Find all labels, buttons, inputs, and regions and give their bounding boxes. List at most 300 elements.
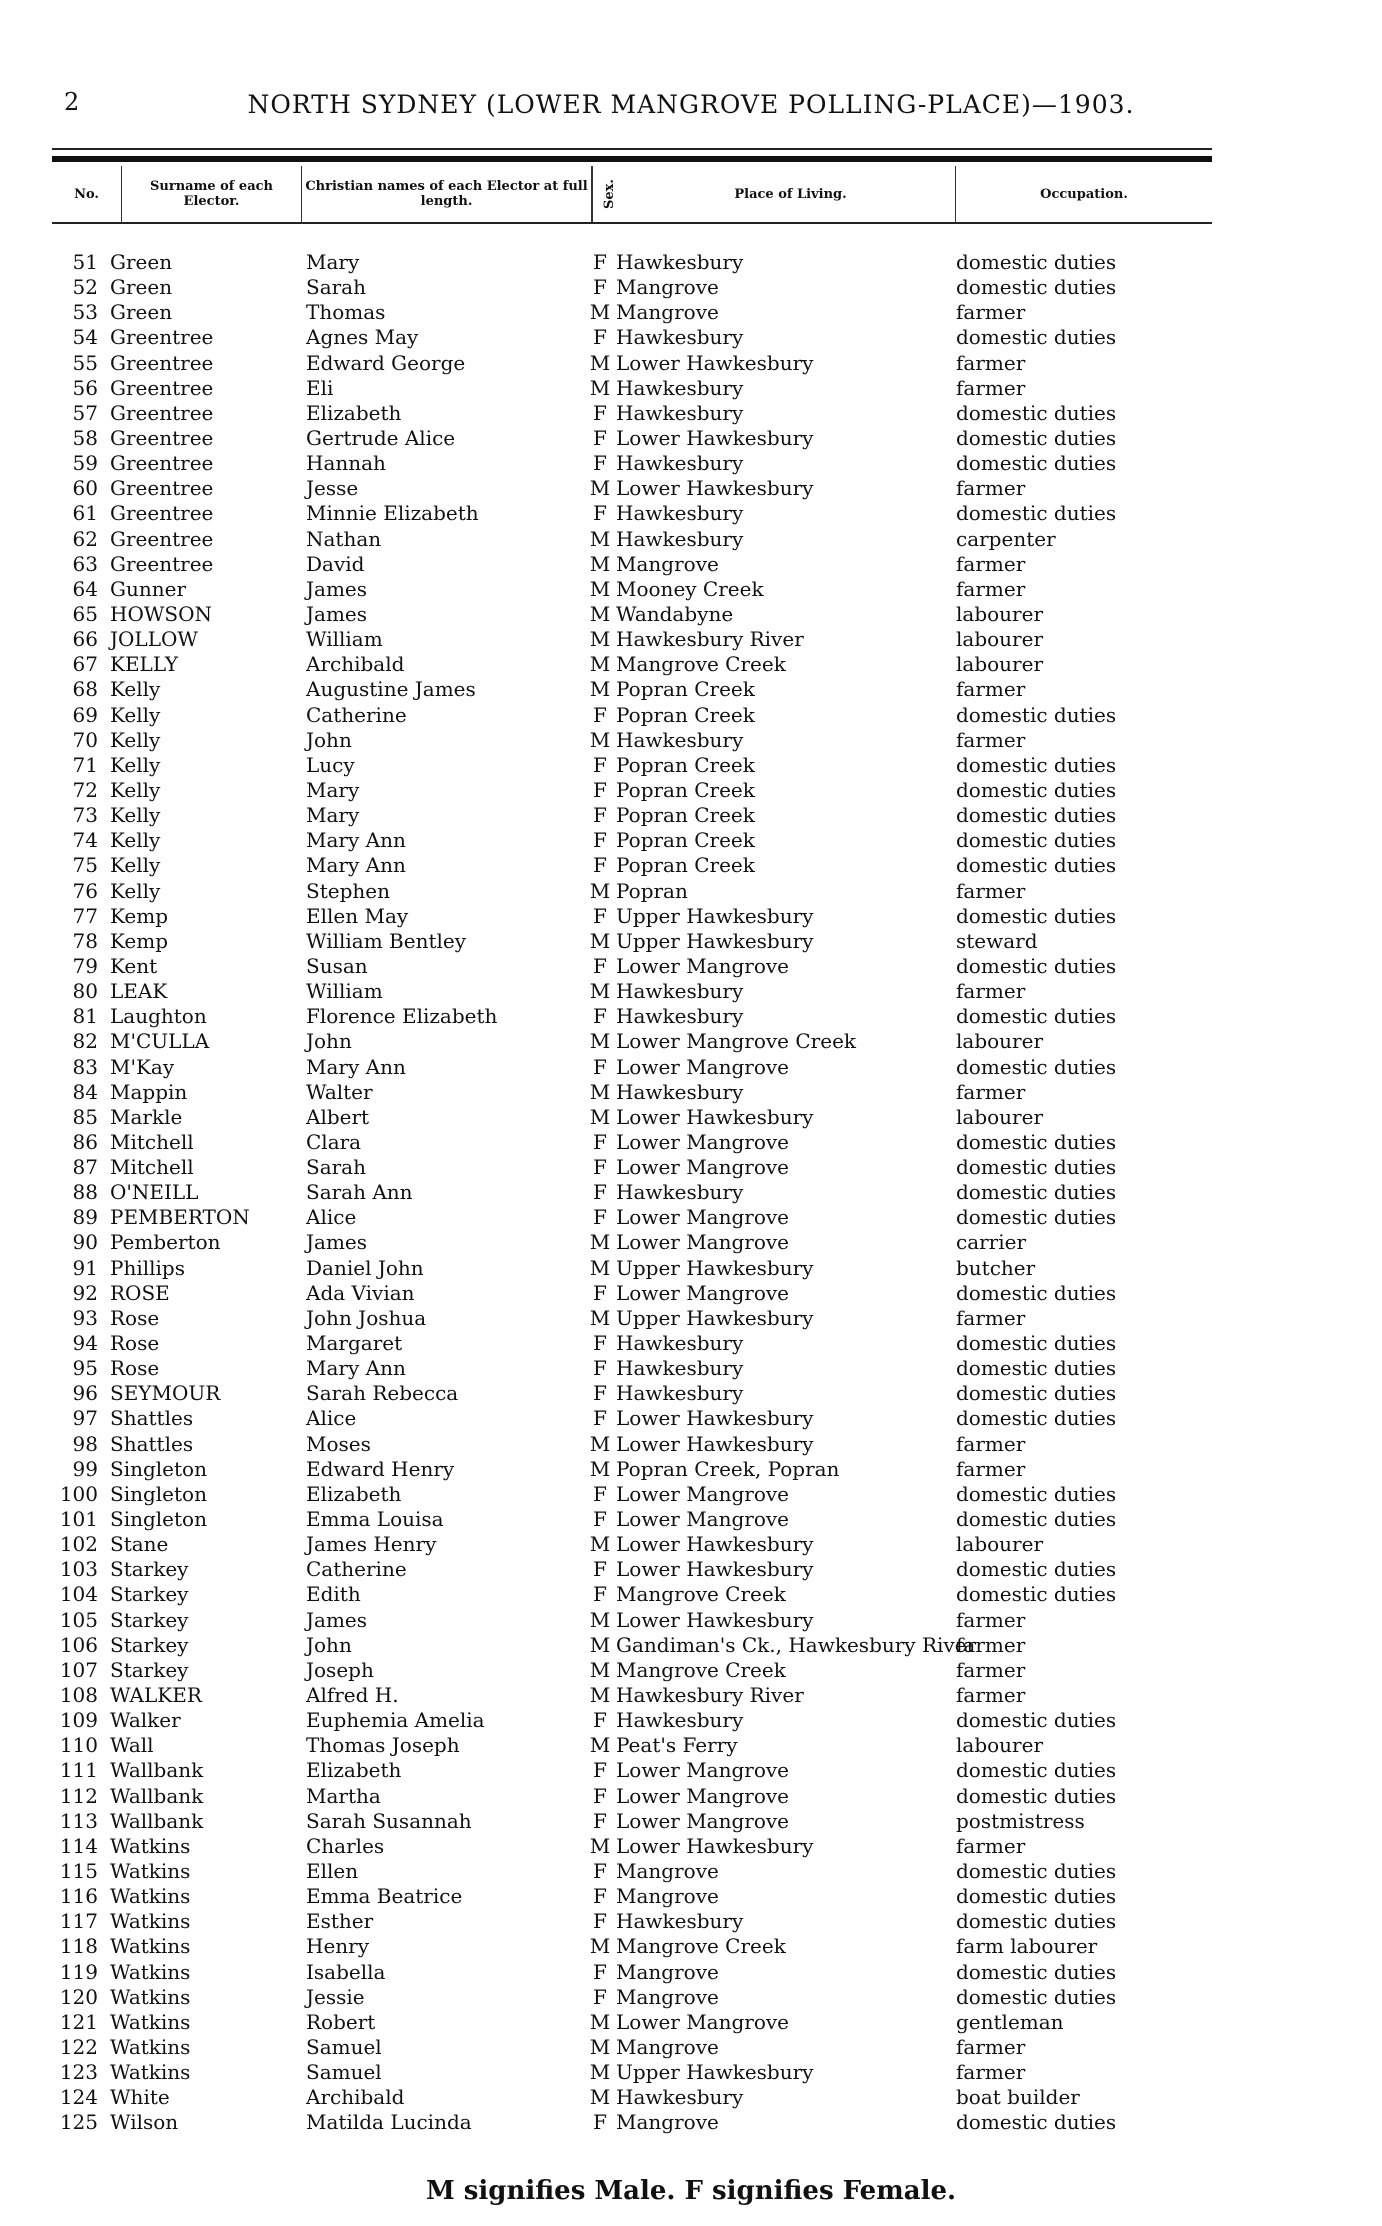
elector-occupation: domestic duties — [956, 1507, 1117, 1532]
table-row — [0, 1507, 1382, 1532]
elector-occupation: domestic duties — [956, 1783, 1117, 1808]
elector-place: Hawkesbury — [616, 526, 744, 551]
elector-sex: M — [589, 1456, 611, 1481]
elector-occupation: domestic duties — [956, 501, 1117, 526]
elector-christian-names: David — [306, 551, 365, 576]
table-row — [0, 1633, 1382, 1658]
elector-sex: F — [593, 1155, 607, 1180]
elector-occupation: domestic duties — [956, 1959, 1117, 1984]
table-row — [0, 1884, 1382, 1909]
elector-sex: M — [589, 627, 611, 652]
elector-christian-names: Gertrude Alice — [306, 425, 456, 450]
elector-occupation: farmer — [956, 551, 1026, 576]
elector-occupation: gentleman — [956, 2009, 1064, 2034]
elector-place: Mangrove Creek — [616, 652, 786, 677]
elector-christian-names: John — [306, 1029, 352, 1054]
header-rule — [52, 148, 1212, 150]
elector-sex: M — [589, 1683, 611, 1708]
elector-surname: Wilson — [110, 2110, 179, 2135]
page-title: NORTH SYDNEY (LOWER MANGROVE POLLING-PLACE)—1903. — [247, 90, 1135, 119]
elector-place: Mangrove — [616, 2110, 719, 2135]
elector-place: Mangrove Creek — [616, 1934, 786, 1959]
elector-christian-names: Isabella — [306, 1959, 386, 1984]
elector-christian-names: Minnie Elizabeth — [306, 501, 479, 526]
elector-place: Lower Hawkesbury — [616, 1406, 814, 1431]
elector-place: Hawkesbury — [616, 727, 744, 752]
elector-number: 107 — [59, 1657, 98, 1682]
elector-place: Hawkesbury — [616, 1708, 744, 1733]
elector-surname: Watkins — [110, 1859, 191, 1883]
elector-place: Hawkesbury — [616, 1381, 744, 1406]
elector-sex: F — [593, 752, 607, 777]
elector-sex: F — [593, 250, 607, 274]
elector-sex: F — [593, 1054, 607, 1079]
elector-christian-names: Mary Ann — [306, 1054, 406, 1079]
elector-surname: Kelly — [110, 752, 161, 777]
elector-sex: M — [589, 2060, 611, 2085]
table-row — [0, 1406, 1382, 1431]
elector-sex: F — [593, 1129, 607, 1154]
table-row — [0, 1004, 1382, 1029]
elector-place: Lower Mangrove — [616, 953, 790, 978]
elector-place: Mangrove Creek — [616, 1582, 786, 1607]
elector-surname: LEAK — [110, 979, 168, 1004]
elector-place: Lower Mangrove — [616, 1230, 790, 1255]
elector-number: 123 — [59, 2060, 98, 2085]
elector-number: 82 — [72, 1029, 98, 1054]
elector-number: 81 — [72, 1004, 98, 1029]
elector-surname: Starkey — [110, 1657, 189, 1682]
elector-christian-names: Moses — [306, 1431, 371, 1456]
elector-christian-names: Mary Ann — [306, 1356, 406, 1381]
elector-occupation: farmer — [956, 979, 1026, 1004]
elector-place: Popran — [616, 878, 688, 903]
elector-sex: F — [593, 702, 607, 727]
elector-surname: Kelly — [110, 828, 161, 853]
elector-place: Upper Hawkesbury — [616, 903, 814, 928]
table-row — [0, 426, 1382, 451]
elector-surname: Rose — [110, 1305, 160, 1330]
elector-surname: KELLY — [110, 652, 179, 677]
elector-place: Mangrove — [616, 1959, 719, 1984]
elector-christian-names: Charles — [306, 1833, 385, 1858]
elector-sex: F — [593, 1859, 607, 1883]
elector-sex: M — [589, 1632, 611, 1657]
elector-occupation: domestic duties — [956, 1708, 1117, 1733]
elector-occupation: domestic duties — [956, 853, 1117, 878]
elector-sex: F — [593, 1708, 607, 1733]
elector-surname: Singleton — [110, 1481, 207, 1506]
elector-surname: WALKER — [110, 1683, 202, 1708]
table-row — [0, 1784, 1382, 1809]
elector-surname: Kelly — [110, 803, 161, 828]
elector-place: Lower Hawkesbury — [616, 350, 814, 375]
elector-number: 116 — [59, 1884, 98, 1909]
table-row — [0, 577, 1382, 602]
elector-christian-names: Catherine — [306, 702, 407, 727]
table-row — [0, 778, 1382, 803]
elector-occupation: farmer — [956, 300, 1026, 325]
elector-occupation: domestic duties — [956, 2110, 1117, 2135]
table-row — [0, 1758, 1382, 1783]
elector-place: Hawkesbury River — [616, 1683, 804, 1708]
elector-number: 60 — [72, 476, 98, 501]
elector-christian-names: John Joshua — [306, 1305, 427, 1330]
elector-surname: Shattles — [110, 1431, 194, 1456]
table-row — [0, 1809, 1382, 1834]
elector-number: 68 — [72, 677, 98, 702]
elector-number: 79 — [72, 953, 98, 978]
elector-sex: M — [589, 1305, 611, 1330]
elector-occupation: farmer — [956, 677, 1026, 702]
elector-occupation: domestic duties — [956, 903, 1117, 928]
elector-occupation: labourer — [956, 1029, 1044, 1054]
elector-christian-names: Samuel — [306, 2034, 382, 2059]
elector-sex: F — [593, 1582, 607, 1607]
elector-occupation: farmer — [956, 727, 1026, 752]
elector-number: 93 — [72, 1305, 98, 1330]
elector-sex: M — [589, 652, 611, 677]
elector-surname: Laughton — [110, 1004, 207, 1029]
elector-christian-names: Hannah — [306, 451, 386, 476]
table-row — [0, 1029, 1382, 1054]
elector-occupation: farmer — [956, 1305, 1026, 1330]
elector-place: Hawkesbury — [616, 400, 744, 425]
table-row — [0, 753, 1382, 778]
elector-sex: M — [589, 677, 611, 702]
elector-sex: M — [589, 350, 611, 375]
elector-sex: F — [593, 903, 607, 928]
elector-number: 77 — [72, 903, 98, 928]
elector-occupation: farmer — [956, 1833, 1026, 1858]
elector-sex: F — [593, 953, 607, 978]
elector-sex: M — [589, 1532, 611, 1557]
elector-number: 103 — [59, 1557, 98, 1582]
table-row — [0, 1834, 1382, 1859]
sex-legend: M signifies Male. F signifies Female. — [425, 2176, 957, 2206]
elector-christian-names: Ellen — [306, 1859, 359, 1883]
elector-place: Mangrove — [616, 1859, 719, 1883]
table-row — [0, 2085, 1382, 2110]
elector-christian-names: Henry — [306, 1934, 370, 1959]
elector-place: Hawkesbury — [616, 1909, 744, 1934]
elector-christian-names: Clara — [306, 1129, 362, 1154]
elector-place: Lower Hawkesbury — [616, 1833, 814, 1858]
elector-occupation: farmer — [956, 375, 1026, 400]
elector-surname: Kelly — [110, 677, 161, 702]
elector-place: Upper Hawkesbury — [616, 2060, 814, 2085]
elector-christian-names: Alice — [306, 1205, 357, 1230]
table-row — [0, 1205, 1382, 1230]
table-row — [0, 904, 1382, 929]
table-row — [0, 1155, 1382, 1180]
elector-christian-names: John — [306, 727, 352, 752]
table-row — [0, 1457, 1382, 1482]
elector-number: 54 — [72, 325, 98, 350]
elector-christian-names: James — [306, 576, 368, 601]
column-header-sex: Sex. — [592, 166, 626, 222]
elector-sex: F — [593, 1884, 607, 1909]
elector-number: 52 — [72, 275, 98, 300]
elector-number: 122 — [59, 2034, 98, 2059]
elector-christian-names: Emma Louisa — [306, 1507, 444, 1532]
elector-sex: M — [589, 878, 611, 903]
elector-christian-names: Archibald — [306, 2085, 405, 2110]
elector-surname: Markle — [110, 1104, 183, 1129]
elector-occupation: domestic duties — [956, 1859, 1117, 1883]
elector-christian-names: William — [306, 979, 383, 1004]
elector-surname: Greentree — [110, 425, 214, 450]
table-row — [0, 1608, 1382, 1633]
elector-occupation: domestic duties — [956, 953, 1117, 978]
elector-surname: Watkins — [110, 1833, 191, 1858]
elector-place: Upper Hawkesbury — [616, 928, 814, 953]
elector-number: 57 — [72, 400, 98, 425]
elector-place: Lower Mangrove — [616, 1758, 790, 1783]
elector-christian-names: Elizabeth — [306, 1758, 402, 1783]
table-row — [0, 527, 1382, 552]
elector-surname: Watkins — [110, 2034, 191, 2059]
elector-occupation: farmer — [956, 1683, 1026, 1708]
elector-number: 97 — [72, 1406, 98, 1431]
elector-sex: M — [589, 1104, 611, 1129]
elector-number: 59 — [72, 451, 98, 476]
elector-surname: Pemberton — [110, 1230, 221, 1255]
table-row — [0, 552, 1382, 577]
elector-place: Upper Hawkesbury — [616, 1305, 814, 1330]
elector-christian-names: Sarah — [306, 1155, 366, 1180]
elector-surname: Rose — [110, 1331, 160, 1356]
table-row — [0, 1482, 1382, 1507]
elector-place: Hawkesbury — [616, 375, 744, 400]
elector-number: 84 — [72, 1079, 98, 1104]
elector-sex: M — [589, 928, 611, 953]
elector-place: Popran Creek — [616, 677, 755, 702]
elector-occupation: farmer — [956, 1456, 1026, 1481]
elector-surname: Kelly — [110, 878, 161, 903]
elector-occupation: carpenter — [956, 526, 1056, 551]
elector-place: Hawkesbury — [616, 451, 744, 476]
elector-sex: F — [593, 1381, 607, 1406]
elector-surname: Greentree — [110, 526, 214, 551]
elector-place: Hawkesbury — [616, 325, 744, 350]
table-row — [0, 1733, 1382, 1758]
elector-sex: F — [593, 501, 607, 526]
elector-surname: Kent — [110, 953, 158, 978]
elector-place: Lower Mangrove — [616, 1808, 790, 1833]
elector-surname: Starkey — [110, 1607, 189, 1632]
elector-place: Popran Creek — [616, 803, 755, 828]
elector-sex: F — [593, 325, 607, 350]
elector-surname: Starkey — [110, 1582, 189, 1607]
elector-place: Hawkesbury — [616, 1004, 744, 1029]
elector-sex: F — [593, 400, 607, 425]
elector-surname: Singleton — [110, 1456, 207, 1481]
elector-occupation: farmer — [956, 350, 1026, 375]
elector-surname: Watkins — [110, 1909, 191, 1934]
table-row — [0, 1256, 1382, 1281]
elector-place: Hawkesbury — [616, 1079, 744, 1104]
elector-sex: F — [593, 1205, 607, 1230]
elector-occupation: farmer — [956, 476, 1026, 501]
elector-christian-names: Emma Beatrice — [306, 1884, 463, 1909]
elector-number: 92 — [72, 1280, 98, 1305]
elector-surname: SEYMOUR — [110, 1381, 221, 1406]
elector-occupation: farmer — [956, 2034, 1026, 2059]
elector-number: 119 — [59, 1959, 98, 1984]
table-row — [0, 1985, 1382, 2010]
elector-number: 80 — [72, 979, 98, 1004]
elector-christian-names: Susan — [306, 953, 368, 978]
elector-occupation: steward — [956, 928, 1038, 953]
table-row — [0, 627, 1382, 652]
elector-number: 71 — [72, 752, 98, 777]
elector-place: Popran Creek — [616, 752, 755, 777]
elector-place: Hawkesbury — [616, 1180, 744, 1205]
elector-occupation: domestic duties — [956, 1004, 1117, 1029]
elector-surname: Mappin — [110, 1079, 188, 1104]
elector-occupation: domestic duties — [956, 1331, 1117, 1356]
elector-sex: F — [593, 1280, 607, 1305]
elector-christian-names: Ada Vivian — [306, 1280, 415, 1305]
elector-occupation: domestic duties — [956, 1381, 1117, 1406]
elector-surname: Greentree — [110, 400, 214, 425]
elector-place: Gandiman's Ck., Hawkesbury River — [616, 1632, 977, 1657]
elector-surname: Starkey — [110, 1632, 189, 1657]
elector-number: 72 — [72, 777, 98, 802]
elector-occupation: farmer — [956, 576, 1026, 601]
table-row — [0, 1582, 1382, 1607]
elector-number: 104 — [59, 1582, 98, 1607]
table-row — [0, 1532, 1382, 1557]
elector-occupation: domestic duties — [956, 400, 1117, 425]
elector-christian-names: Catherine — [306, 1557, 407, 1582]
table-row — [0, 351, 1382, 376]
elector-number: 53 — [72, 300, 98, 325]
elector-number: 110 — [59, 1733, 98, 1758]
elector-number: 111 — [59, 1758, 98, 1783]
elector-christian-names: Robert — [306, 2009, 376, 2034]
elector-surname: Walker — [110, 1708, 181, 1733]
elector-christian-names: John — [306, 1632, 352, 1657]
table-row — [0, 1130, 1382, 1155]
elector-number: 69 — [72, 702, 98, 727]
elector-christian-names: Sarah Ann — [306, 1180, 413, 1205]
elector-occupation: farmer — [956, 1079, 1026, 1104]
elector-sex: F — [593, 1507, 607, 1532]
elector-surname: Kemp — [110, 903, 169, 928]
elector-christian-names: Edward Henry — [306, 1456, 455, 1481]
elector-number: 66 — [72, 627, 98, 652]
elector-place: Peat's Ferry — [616, 1733, 738, 1758]
elector-surname: Mitchell — [110, 1155, 194, 1180]
table-row — [0, 1080, 1382, 1105]
elector-surname: Stane — [110, 1532, 169, 1557]
table-row — [0, 501, 1382, 526]
elector-surname: Kelly — [110, 702, 161, 727]
elector-surname: White — [110, 2085, 170, 2110]
elector-sex: M — [589, 601, 611, 626]
elector-sex: F — [593, 2110, 607, 2135]
elector-christian-names: Elizabeth — [306, 400, 402, 425]
elector-place: Lower Hawkesbury — [616, 1431, 814, 1456]
elector-christian-names: James — [306, 1230, 368, 1255]
elector-christian-names: William — [306, 627, 383, 652]
elector-place: Lower Mangrove — [616, 1054, 790, 1079]
elector-number: 118 — [59, 1934, 98, 1959]
elector-christian-names: Eli — [306, 375, 334, 400]
elector-christian-names: Augustine James — [306, 677, 476, 702]
elector-surname: Wall — [110, 1733, 154, 1758]
table-row — [0, 325, 1382, 350]
elector-christian-names: Alfred H. — [306, 1683, 399, 1708]
table-row — [0, 1055, 1382, 1080]
elector-surname: Kelly — [110, 727, 161, 752]
elector-occupation: domestic duties — [956, 702, 1117, 727]
elector-surname: M'Kay — [110, 1054, 175, 1079]
elector-sex: F — [593, 828, 607, 853]
elector-sex: M — [589, 476, 611, 501]
table-row — [0, 728, 1382, 753]
elector-number: 70 — [72, 727, 98, 752]
elector-number: 100 — [59, 1481, 98, 1506]
table-row — [0, 451, 1382, 476]
elector-place: Wandabyne — [616, 601, 734, 626]
elector-sex: F — [593, 803, 607, 828]
elector-sex: M — [589, 576, 611, 601]
elector-number: 112 — [59, 1783, 98, 1808]
elector-surname: Starkey — [110, 1557, 189, 1582]
column-header-place: Place of Living. — [626, 166, 956, 222]
table-row — [0, 1230, 1382, 1255]
elector-sex: M — [589, 2009, 611, 2034]
elector-place: Popran Creek — [616, 777, 755, 802]
elector-occupation: domestic duties — [956, 1984, 1117, 2009]
elector-occupation: domestic duties — [956, 1481, 1117, 1506]
elector-sex: M — [589, 2034, 611, 2059]
table-row — [0, 2060, 1382, 2085]
elector-sex: F — [593, 1783, 607, 1808]
elector-occupation: domestic duties — [956, 250, 1117, 274]
elector-number: 105 — [59, 1607, 98, 1632]
elector-occupation: domestic duties — [956, 1884, 1117, 1909]
elector-occupation: domestic duties — [956, 325, 1117, 350]
elector-place: Mangrove — [616, 2034, 719, 2059]
elector-surname: Singleton — [110, 1507, 207, 1532]
page-number: 2 — [64, 88, 80, 116]
elector-number: 91 — [72, 1255, 98, 1280]
elector-christian-names: Mary Ann — [306, 853, 406, 878]
table-row — [0, 300, 1382, 325]
elector-occupation: farmer — [956, 1431, 1026, 1456]
elector-surname: Kelly — [110, 853, 161, 878]
elector-surname: Greentree — [110, 350, 214, 375]
elector-christian-names: Samuel — [306, 2060, 382, 2085]
elector-occupation: farm labourer — [956, 1934, 1098, 1959]
elector-christian-names: Margaret — [306, 1331, 403, 1356]
table-row — [0, 1105, 1382, 1130]
table-row — [0, 1658, 1382, 1683]
elector-surname: Watkins — [110, 2060, 191, 2085]
elector-list — [0, 250, 1382, 2136]
elector-sex: M — [589, 979, 611, 1004]
table-row — [0, 275, 1382, 300]
elector-surname: PEMBERTON — [110, 1205, 250, 1230]
elector-occupation: farmer — [956, 1607, 1026, 1632]
elector-christian-names: Sarah — [306, 275, 366, 300]
elector-christian-names: Elizabeth — [306, 1481, 402, 1506]
elector-place: Mangrove — [616, 551, 719, 576]
